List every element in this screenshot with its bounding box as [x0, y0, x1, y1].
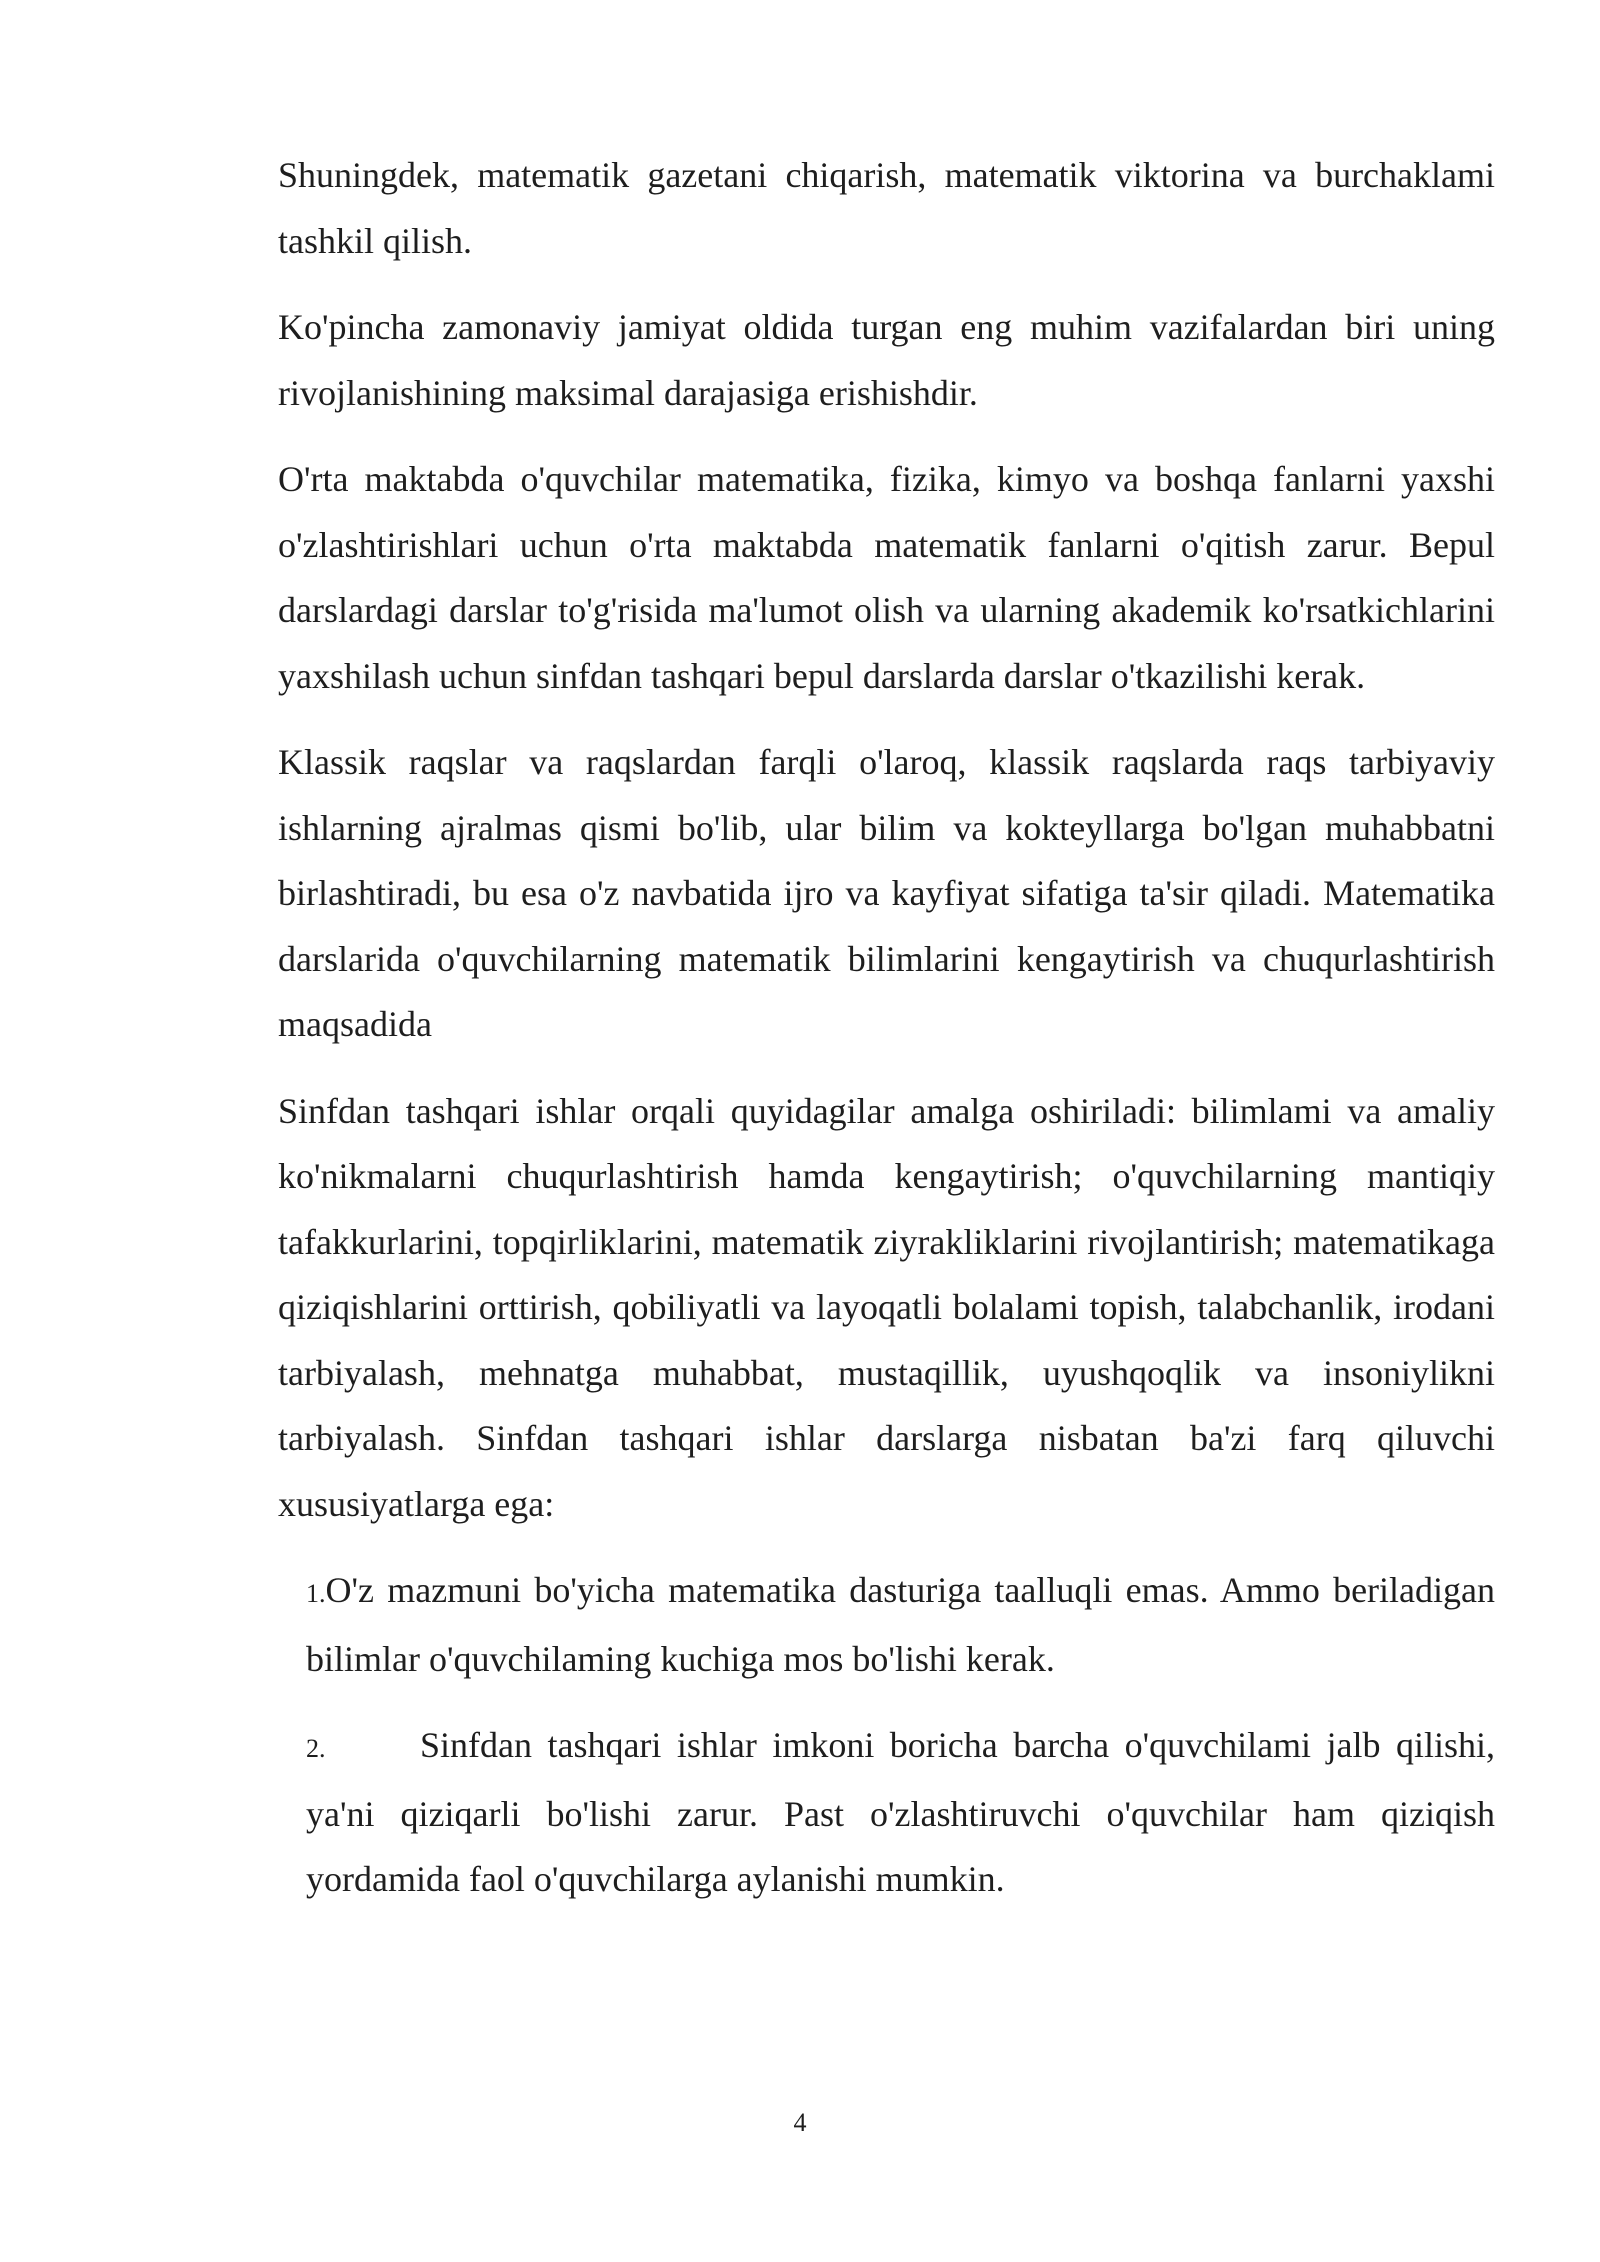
list-item-number: 1.: [306, 1579, 326, 1608]
paragraph: Ko'pincha zamonaviy jamiyat oldida turgan eng muhim vazifalardan biri uning rivojlanishining maksimal darajasiga erishishdir.: [278, 307, 1495, 413]
list-item-number: 2.: [306, 1734, 326, 1763]
list-item: [306, 1713, 1495, 1913]
paragraph: Klassik raqslar va raqslardan farqli o'laroq, klassik raqslarda raqs tarbiyaviy ishlarning ajralmas qismi bo'lib, ular bilim va kokteyllarga bo'lgan muhabbatni birlashtiradi, bu esa o'z navbatida ijro va kayfiyat sifatiga ta'sir qiladi. Matematika darslarida o'quvchilarning matematik bilimlarini kengaytirish va chuqurlashtirish maqsadida: [278, 742, 1495, 1044]
page-number: 4: [793, 2108, 807, 2137]
paragraph: O'rta maktabda o'quvchilar matematika, fizika, kimyo va boshqa fanlarni yaxshi o'zlashtirishlari uchun o'rta maktabda matematik fanlarni o'qitish zarur. Bepul darslardagi darslar to'g'risida ma'lumot olish va ularning akademik ko'rsatkichlarini yaxshilash uchun sinfdan tashqari bepul darslarda darslar o'tkazilishi kerak.: [278, 459, 1495, 696]
list-item-text: O'z mazmuni bo'yicha matematika dasturiga taalluqli emas. Ammo beriladigan bilimlar o'quvchilaming kuchiga mos bo'lishi kerak.: [306, 1570, 1495, 1679]
list-item: [306, 1558, 1495, 1692]
paragraph: Sinfdan tashqari ishlar orqali quyidagilar amalga oshiriladi: bilimlami va amaliy ko'nikmalarni chuqurlashtirish hamda kengaytirish; o'quvchilarning mantiqiy tafakkurlarini, topqirliklarini, matematik ziyrakliklarini rivojlantirish; matematikaga qiziqishlarini orttirish, qobiliyatli va layoqatli bolalami topish, talabchanlik, irodani tarbiyalash, mehnatga muhabbat, mustaqillik, uyushqoqlik va insoniylikni tarbiyalash. Sinfdan tashqari ishlar darslarga nisbatan ba'zi farq qiluvchi xususiyatlarga ega:: [278, 1090, 1495, 1524]
paragraph: Shuningdek, matematik gazetani chiqarish, matematik viktorina va burchaklami tashkil qilish.: [278, 155, 1495, 261]
list-item-text: Sinfdan tashqari ishlar imkoni boricha barcha o'quvchilami jalb qilishi, ya'ni qiziqarli bo'lishi zarur. Past o'zlashtiruvchi o'quvchilar ham qiziqish yordamida faol o'quvchilarga aylanishi mumkin.: [306, 1725, 1495, 1899]
document-body: [278, 143, 1495, 1934]
